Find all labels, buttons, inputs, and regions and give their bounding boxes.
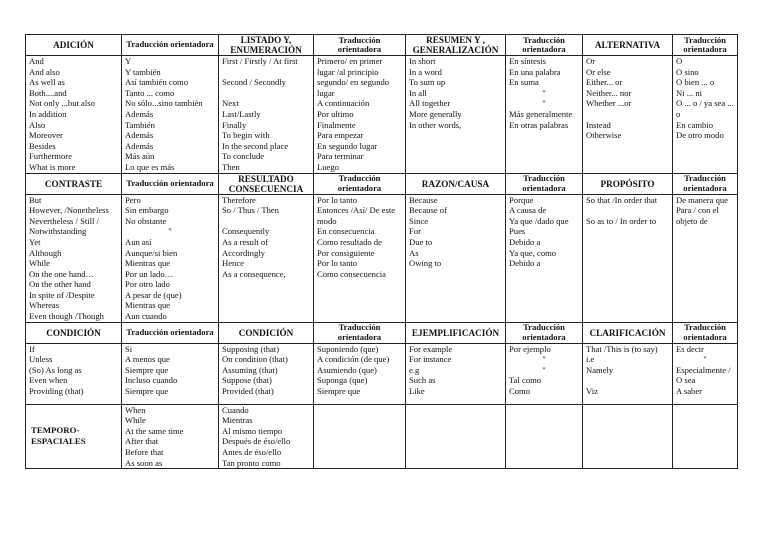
cell-line: Even when	[29, 375, 68, 386]
empty-cell	[506, 404, 583, 469]
cell-line: Due to	[409, 236, 433, 247]
cell-line: Tan pronto como	[222, 457, 281, 468]
empty-cell	[314, 404, 406, 469]
cell-line: In a word	[409, 66, 442, 77]
cell-line: Sin embargo	[125, 205, 169, 216]
cell-line: Además	[125, 130, 154, 141]
header-cell: ADICIÓN	[26, 35, 122, 56]
cell-list	[314, 194, 406, 322]
cell-line: All together	[409, 98, 451, 109]
cell-line: Es decir	[676, 343, 704, 354]
cell-line: So that /In order that	[586, 194, 658, 205]
cell-list	[26, 194, 122, 322]
cell-line: A condición (de que)	[317, 354, 390, 365]
cell-line: Ni ... ni	[676, 87, 703, 98]
cell-line: Primero/ en primer lugar /al principio segundo/ en segundo lugar	[317, 56, 390, 98]
cell-line: Also	[29, 119, 46, 130]
cell-line: Furthermore	[29, 151, 72, 162]
cell-line: Porque	[509, 194, 534, 205]
cell-line: Por lo tanto	[317, 194, 358, 205]
cell-line: After that	[125, 436, 159, 447]
cell-line: Después de éso/ello	[222, 436, 291, 447]
cell-list	[122, 56, 219, 174]
cell-line: In spite of /Despite	[29, 289, 95, 300]
cell-line: And	[29, 56, 44, 66]
cell-line	[586, 109, 669, 120]
header-cell: Traducción orientadora	[314, 35, 406, 56]
header-cell: Traducción orientadora	[122, 322, 219, 343]
cell-line: Although	[29, 247, 62, 258]
cell-list	[314, 343, 406, 404]
cell-list	[406, 194, 506, 322]
cell-line: En síntesis	[509, 56, 547, 66]
cell-line: Entonces /Así/ De este modo	[317, 205, 396, 226]
cell-line: Providing (that)	[29, 386, 84, 397]
cell-line: Instead	[586, 119, 611, 130]
cell-line: Or	[586, 56, 596, 66]
cell-list	[122, 194, 219, 322]
cell-line: Either... or	[586, 77, 623, 88]
cell-line: Y también	[125, 66, 161, 77]
cell-line: e.g	[409, 364, 420, 375]
cell-line: Suponiendo (que)	[317, 343, 379, 354]
cell-line: Not only ...but also	[29, 98, 95, 109]
header-cell: Traducción orientadora	[506, 35, 583, 56]
cell-line: Otherwise	[586, 130, 622, 141]
cell-line: But	[29, 194, 42, 205]
cell-line: Por ejemplo	[509, 343, 551, 354]
cell-line: "	[542, 98, 546, 109]
header-cell: LISTADO Y, ENUMERACIÓN	[219, 35, 314, 56]
cell-line: O ... o / ya sea ... o	[676, 98, 734, 119]
cell-line: For example	[409, 343, 453, 354]
empty-cell	[406, 404, 506, 469]
cell-line: On the one hand…	[29, 268, 95, 279]
cell-line: So / Thus / Then	[222, 205, 279, 216]
header-cell: Traducción orientadora	[673, 35, 738, 56]
cell-line: Before that	[125, 447, 164, 458]
cell-list	[219, 194, 314, 322]
cell-list	[583, 194, 673, 322]
cell-line: Para / con el objeto de	[676, 205, 719, 226]
cell-line: Consequently	[222, 226, 270, 237]
cell-line: That /This is (to say)	[586, 343, 658, 354]
cell-line: Para empezar	[317, 130, 364, 141]
header-cell: Traducción orientadora	[673, 173, 738, 194]
cell-line: "	[703, 354, 707, 365]
cell-line: En otras palabras	[509, 119, 569, 130]
cell-list	[219, 56, 314, 174]
cell-line: Y	[125, 56, 132, 66]
cell-line: Debido a	[509, 236, 541, 247]
cell-line: However, /Nonetheless	[29, 205, 109, 216]
cell-line: In addition	[29, 108, 67, 119]
header-row-3	[26, 322, 738, 343]
cell-list	[26, 56, 122, 174]
cell-line: Since	[409, 215, 429, 226]
header-cell: CONTRASTE	[26, 173, 122, 194]
cell-line: A saber	[676, 386, 703, 397]
cell-line: In the second place	[222, 140, 289, 151]
cell-line: So as to / In order to	[586, 215, 657, 226]
cell-line: Ya que /dado que	[509, 215, 569, 226]
cell-line: A menos que	[125, 354, 170, 365]
header-cell: RAZON/CAUSA	[406, 173, 506, 194]
cell-line: Namely	[586, 364, 614, 375]
cell-list	[583, 343, 673, 404]
cell-line: What is more	[29, 161, 76, 172]
cell-line: (So) As long as	[29, 364, 82, 375]
header-cell: RESUMEN Y , GENERALIZACIÓN	[406, 35, 506, 56]
cell-line: Por lo tanto	[317, 258, 358, 269]
cell-line: Even though /Though	[29, 311, 104, 322]
cell-list	[506, 194, 583, 322]
cell-line: Whether ...or	[586, 98, 632, 109]
cell-line: Finally	[222, 119, 247, 130]
category-label: TEMPORO-ESPACIALES	[26, 404, 122, 469]
cell-list	[122, 404, 219, 469]
cell-line: Mientras que	[125, 300, 171, 311]
cell-line: For instance	[409, 354, 452, 365]
cell-line: Supposing (that)	[222, 343, 280, 354]
cell-line: Debido a	[509, 258, 541, 269]
cell-line: Aunque/si bien	[125, 247, 178, 258]
cell-line: On the other hand	[29, 279, 91, 290]
cell-line: Both....and	[29, 87, 67, 98]
cell-line: Por un lado…	[125, 268, 174, 279]
cell-line: If	[29, 343, 35, 354]
cell-line: Especialmente / O sea	[676, 364, 731, 386]
header-cell: Traducción orientadora	[506, 322, 583, 343]
cell-list	[219, 343, 314, 404]
cell-list	[583, 56, 673, 174]
cell-line: Luego	[317, 161, 339, 172]
cell-line: In all	[409, 87, 427, 98]
cell-line: "	[542, 87, 546, 98]
cell-line: Because	[409, 194, 438, 205]
cell-line: De manera que	[676, 194, 729, 205]
cell-line: For	[409, 226, 421, 237]
cell-line: Then	[222, 161, 240, 172]
cell-line: Antes de éso/ello	[222, 447, 282, 458]
cell-line: Next	[222, 98, 239, 109]
cell-line: Pues	[509, 226, 526, 237]
cell-line: Tal como	[509, 375, 542, 386]
cell-line	[222, 88, 310, 99]
cell-list	[673, 343, 738, 404]
cell-line: Para terminar	[317, 151, 364, 162]
cell-line: Por ultimo	[317, 108, 354, 119]
header-cell: CLARIFICACIÓN	[583, 322, 673, 343]
cell-line: Más generalmente	[509, 108, 573, 119]
cell-line: Lo que es más	[125, 161, 175, 172]
cell-line: Además	[125, 108, 154, 119]
cell-line: Second / Secondly	[222, 77, 286, 88]
cell-line: Moreover	[29, 130, 63, 141]
content-row-4	[26, 404, 738, 469]
cell-line: Or else	[586, 66, 611, 77]
cell-list	[406, 343, 506, 404]
cell-line: Suponga (que)	[317, 375, 368, 386]
cell-line: To begin with	[222, 130, 270, 141]
cell-line: En una palabra	[509, 66, 561, 77]
header-cell: Traducción orientadora	[673, 322, 738, 343]
cell-line: "	[168, 226, 172, 237]
cell-line: As a result of	[222, 236, 269, 247]
cell-line: Como consecuencia	[317, 268, 386, 279]
cell-line: Viz	[586, 386, 598, 397]
cell-line: Neither... nor	[586, 87, 632, 98]
header-cell: Traducción orientadora	[314, 173, 406, 194]
cell-line	[586, 205, 669, 216]
cell-line: Si	[125, 343, 133, 354]
cell-line	[222, 67, 310, 78]
cell-line: Nevertheless / Still /	[29, 215, 99, 226]
cell-line: Aun cuando	[125, 311, 167, 322]
cell-line: Provided (that)	[222, 386, 274, 397]
cell-line: Al mismo tiempo	[222, 425, 283, 436]
cell-line: Hence	[222, 258, 244, 269]
header-cell: CONDICIÓN	[219, 322, 314, 343]
cell-line: Incluso cuando	[125, 375, 178, 386]
cell-line: Siempre que	[125, 386, 169, 397]
header-cell: Traducción orientadora	[314, 322, 406, 343]
cell-line: When	[125, 404, 146, 415]
cell-line: Yet	[29, 236, 41, 247]
cell-line: Pero	[125, 194, 141, 205]
content-row-2	[26, 194, 738, 322]
cell-line: A pesar de (que)	[125, 289, 182, 300]
cell-line: "	[542, 354, 546, 365]
cell-line: As a consequence,	[222, 268, 286, 279]
cell-line: Assuming (that)	[222, 364, 278, 375]
cell-line: A causa de	[509, 205, 547, 216]
cell-line: Owing to	[409, 258, 442, 269]
header-cell: Traducción orientadora	[506, 173, 583, 194]
cell-line: En suma	[509, 77, 539, 88]
header-cell: Traducción orientadora	[122, 173, 219, 194]
cell-line: Whereas	[29, 300, 60, 311]
cell-line: A continuación	[317, 98, 370, 109]
cell-line: As	[409, 247, 419, 258]
cell-list	[314, 56, 406, 174]
cell-list	[673, 194, 738, 322]
cell-list	[26, 343, 122, 404]
cell-line: Cuando	[222, 404, 249, 415]
cell-line: At the same time	[125, 425, 184, 436]
cell-line: Más aún	[125, 151, 155, 162]
content-row-3	[26, 343, 738, 404]
connectors-table	[25, 34, 738, 469]
cell-line: Ya que, como	[509, 247, 557, 258]
header-cell: EJEMPLIFICACIÓN	[406, 322, 506, 343]
cell-line: Because of	[409, 205, 447, 216]
cell-line: Finalmente	[317, 119, 356, 130]
cell-line: En consecuencia	[317, 226, 375, 237]
cell-line: De otro modo	[676, 130, 724, 141]
cell-line: Mientras que	[125, 258, 171, 269]
cell-line: To conclude	[222, 151, 265, 162]
cell-line: Like	[409, 386, 425, 397]
cell-line: O	[676, 56, 683, 66]
cell-line: Such as	[409, 375, 436, 386]
cell-line: Como resultado de	[317, 236, 382, 247]
cell-list	[506, 343, 583, 404]
cell-line: As well as	[29, 77, 65, 88]
cell-list	[506, 56, 583, 174]
cell-line: Therefore	[222, 194, 256, 205]
cell-line: Suppose (that)	[222, 375, 272, 386]
header-cell: ALTERNATIVA	[583, 35, 673, 56]
cell-line: First / Firstly / At first	[222, 56, 298, 66]
cell-line: Aun así	[125, 236, 152, 247]
header-cell: RESULTADO CONSECUENCIA	[219, 173, 314, 194]
cell-line: Accordingly	[222, 247, 265, 258]
cell-line: O bien ... o	[676, 77, 715, 88]
cell-list	[406, 56, 506, 174]
cell-line: Por otro lado	[125, 279, 170, 290]
cell-line: Notwithstanding	[29, 226, 87, 237]
cell-line: Unless	[29, 354, 53, 365]
cell-line: Asumiendo (que)	[317, 364, 377, 375]
cell-line: Besides	[29, 140, 56, 151]
cell-line: Tanto ... como	[125, 87, 175, 98]
cell-line: In short	[409, 56, 436, 66]
cell-line: On condition (that)	[222, 354, 288, 365]
cell-line: i.e	[586, 354, 595, 365]
empty-cell	[583, 404, 673, 469]
cell-line: "	[542, 364, 546, 375]
content-row-1	[26, 56, 738, 174]
cell-line: Como	[509, 386, 531, 397]
cell-list	[219, 404, 314, 469]
cell-line: As soon as	[125, 457, 163, 468]
cell-list	[122, 343, 219, 404]
cell-line: Además	[125, 140, 154, 151]
cell-line: And also	[29, 66, 60, 77]
cell-line: Siempre que	[317, 386, 361, 397]
header-row-1	[26, 35, 738, 56]
cell-line: Last/Lastly	[222, 108, 261, 119]
cell-line: While	[29, 258, 50, 269]
cell-line: To sum up	[409, 77, 446, 88]
cell-line: En cambio	[676, 119, 713, 130]
header-cell: Traducción orientadora	[122, 35, 219, 56]
cell-line: No obstante	[125, 215, 167, 226]
cell-line: Por consiguiente	[317, 247, 375, 258]
cell-line: More generally	[409, 108, 462, 119]
cell-line: While	[125, 415, 146, 426]
cell-list	[673, 56, 738, 174]
cell-line: También	[125, 119, 155, 130]
cell-line: In other words,	[409, 119, 462, 130]
header-cell: CONDICIÓN	[26, 322, 122, 343]
cell-line: Mientras	[222, 415, 253, 426]
cell-line: O sino	[676, 66, 699, 77]
cell-line: Siempre que	[125, 364, 169, 375]
empty-cell	[673, 404, 738, 469]
cell-line: Así también como	[125, 77, 189, 88]
cell-line	[222, 216, 310, 227]
cell-line: No sólo...sino también	[125, 98, 203, 109]
cell-line: En segundo lugar	[317, 140, 378, 151]
header-row-2	[26, 173, 738, 194]
cell-line	[586, 375, 669, 386]
header-cell: PROPÓSITO	[583, 173, 673, 194]
